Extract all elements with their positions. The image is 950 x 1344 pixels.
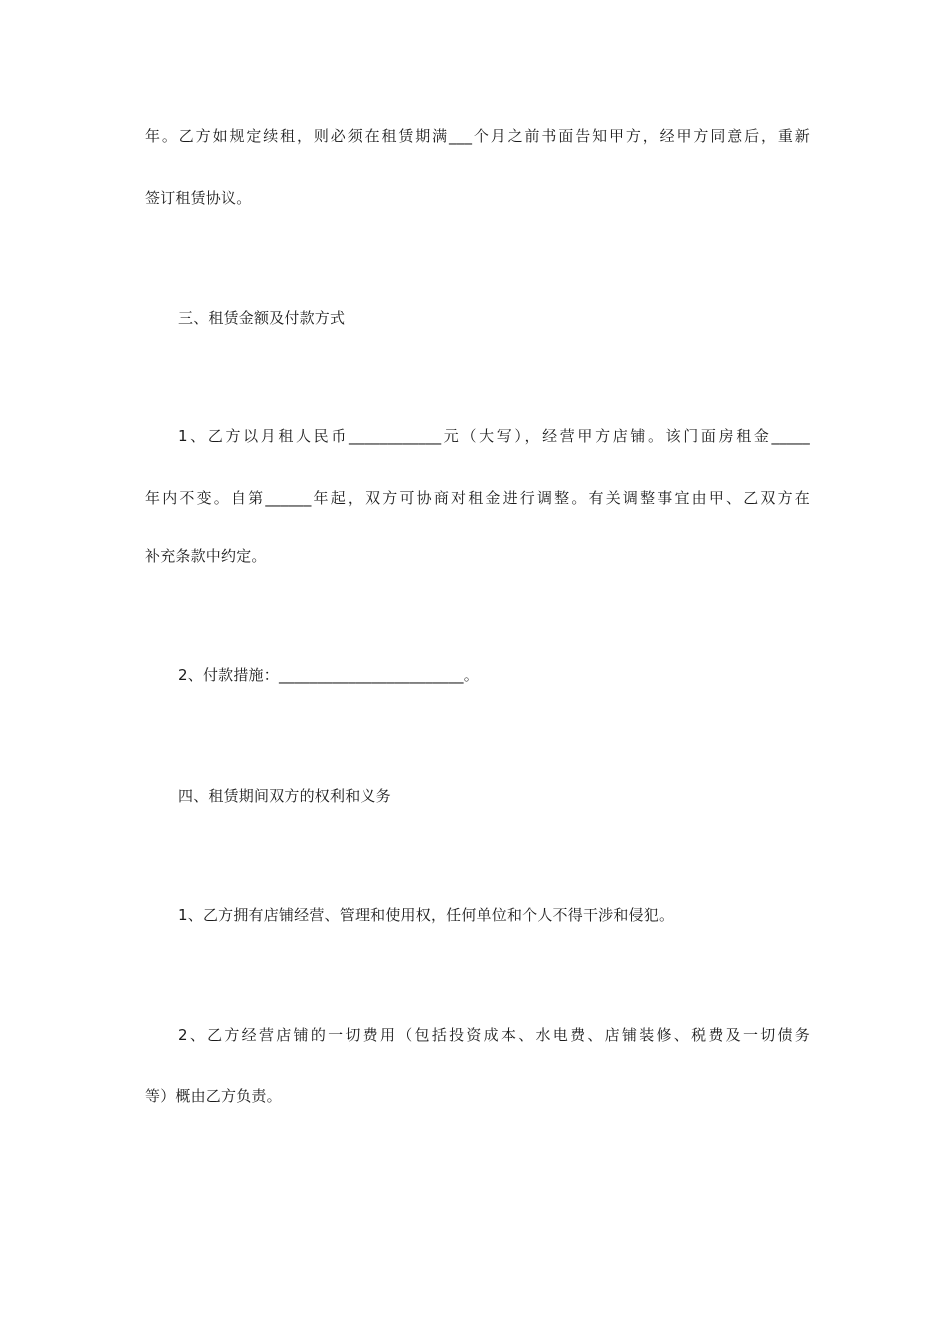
section-heading-rights-obligations: 四、租赁期间双方的权利和义务 (178, 787, 391, 805)
section-heading-rent-payment: 三、租赁金额及付款方式 (178, 309, 346, 327)
paragraph-renewal-line-2: 签订租赁协议。 (145, 189, 252, 207)
clause-payment-method: 2、付款措施：________________________。 (178, 666, 479, 684)
clause-rights-1: 1、乙方拥有店铺经营、管理和使用权，任何单位和个人不得干涉和侵犯。 (178, 906, 675, 924)
clause-costs-line-1: 2、乙方经营店铺的一切费用（包括投资成本、水电费、店铺装修、税费及一切债务 (178, 1026, 810, 1044)
clause-costs-line-2: 等）概由乙方负责。 (145, 1087, 282, 1105)
paragraph-renewal-line-1: 年。乙方如规定续租，则必须在租赁期满___个月之前书面告知甲方，经甲方同意后，重新 (145, 127, 810, 145)
clause-rent-line-3: 补充条款中约定。 (145, 547, 267, 565)
clause-rent-line-2: 年内不变。自第______年起，双方可协商对租金进行调整。有关调整事宜由甲、乙双方在 (145, 489, 810, 507)
clause-rent-line-1: 1、乙方以月租人民币____________元（大写），经营甲方店铺。该门面房租金_____ (178, 427, 810, 445)
